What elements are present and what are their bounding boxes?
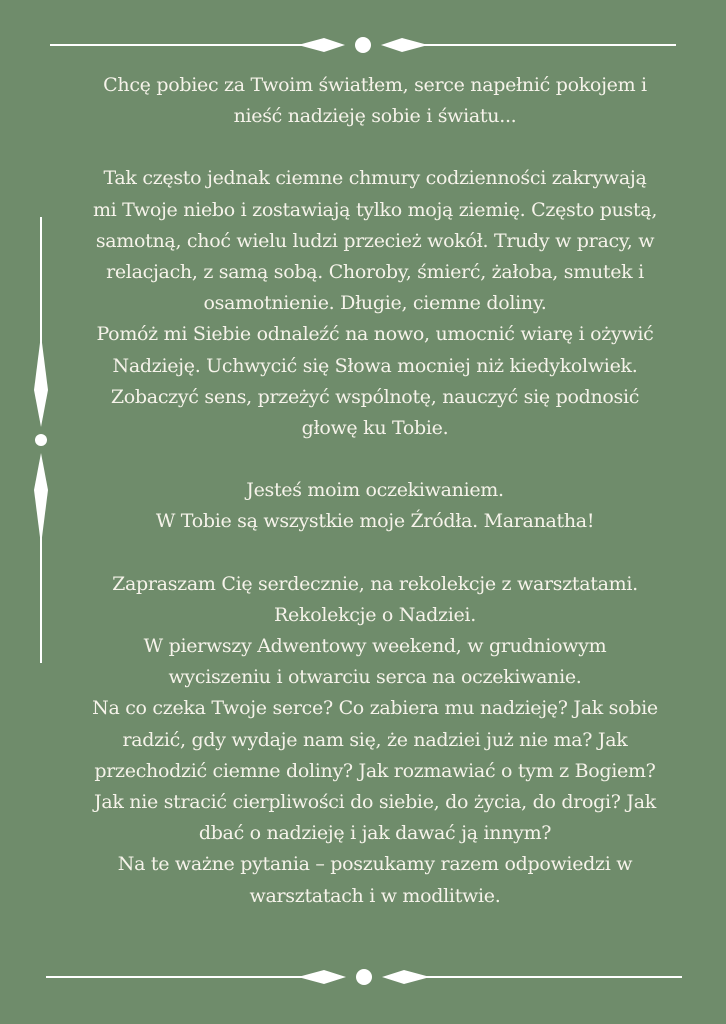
bottom-divider-ornament-icon <box>44 966 684 988</box>
text-line: Zobaczyć sens, przeżyć wspólnotę, nauczyć się podnosić <box>110 385 640 408</box>
text-line: mi Twoje niebo i zostawiają tylko moją ziemię. Często pustą, <box>92 198 658 221</box>
text-line: nieść nadzieję sobie i światu... <box>233 105 517 128</box>
text-line: wyciszeniu i otwarciu serca na oczekiwanie. <box>168 666 582 689</box>
text-line: W Tobie są wszystkie moje Źródła. Maranatha! <box>155 510 595 533</box>
text-line: Jak nie stracić cierpliwości do siebie, do życia, do drogi? Jak <box>94 791 656 814</box>
text-line: Pomóż mi Siebie odnaleźć na nowo, umocnić wiarę i ożywić <box>96 323 654 346</box>
text-line: przechodzić ciemne doliny? Jak rozmawiać o tym z Bogiem? <box>94 759 656 782</box>
paragraph-reflection <box>60 163 690 444</box>
paragraph-intro <box>60 70 690 132</box>
text-line: relacjach, z samą sobą. Choroby, śmierć, żałoba, smutek i <box>106 261 644 284</box>
document-body <box>60 70 690 912</box>
text-line: Jesteś moim oczekiwaniem. <box>246 479 504 502</box>
paragraph-maranatha <box>60 475 690 537</box>
left-vertical-ornament-icon <box>30 215 52 665</box>
text-line: Na co czeka Twoje serce? Co zabiera mu nadzieję? Jak sobie <box>92 697 658 720</box>
text-line: Zapraszam Cię serdecznie, na rekolekcje z warsztatami. <box>112 572 638 595</box>
text-line: Rekolekcje o Nadziei. <box>274 603 476 626</box>
text-line: Na te ważne pytania – poszukamy razem odpowiedzi w <box>117 853 633 876</box>
text-line: samotną, choć wielu ludzi przecież wokół. Trudy w pracy, w <box>95 229 655 252</box>
text-line: Nadzieję. Uchwycić się Słowa mocniej niż kiedykolwiek. <box>112 354 638 377</box>
top-divider-ornament-icon <box>48 34 678 56</box>
paragraph-invitation <box>60 569 690 912</box>
text-line: W pierwszy Adwentowy weekend, w grudniowym <box>143 635 607 658</box>
text-line: radzić, gdy wydaje nam się, że nadziei już nie ma? Jak <box>122 728 628 751</box>
text-line: warsztatach i w modlitwie. <box>249 884 501 907</box>
text-line: głowę ku Tobie. <box>301 417 449 440</box>
text-line: Tak często jednak ciemne chmury codzienności zakrywają <box>103 167 647 190</box>
text-line: dbać o nadzieję i jak dawać ją innym? <box>198 822 552 845</box>
text-line: osamotnienie. Długie, ciemne doliny. <box>203 292 547 315</box>
text-line: Chcę pobiec za Twoim światłem, serce napełnić pokojem i <box>103 74 647 96</box>
